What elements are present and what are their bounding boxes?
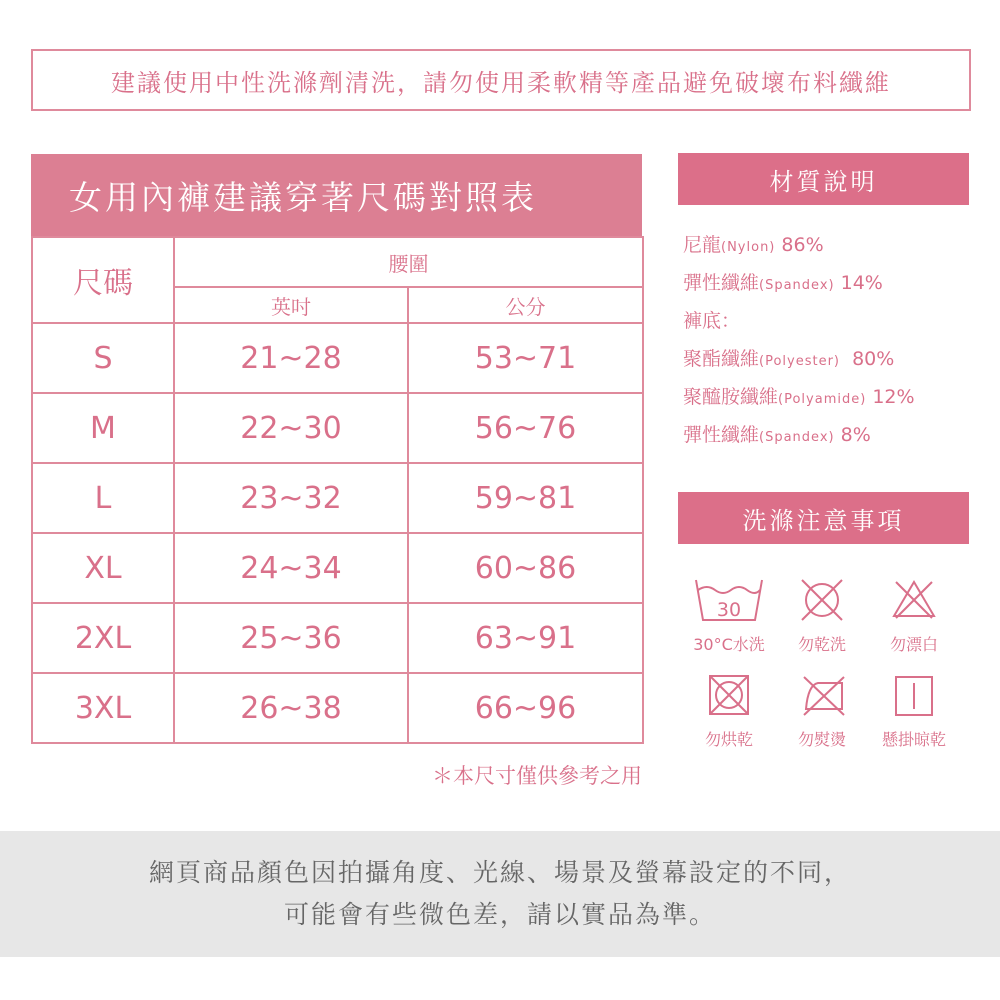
material-latin: (Spandex) <box>759 430 835 445</box>
size-cell: S <box>32 323 174 393</box>
size-cell: M <box>32 393 174 463</box>
material-name: 彈性纖維 <box>683 272 760 294</box>
table-row <box>32 463 643 533</box>
material-line <box>683 416 983 454</box>
material-pct: 86% <box>775 234 824 256</box>
material-line <box>683 264 983 302</box>
no-bleach-icon <box>890 578 938 620</box>
cm-cell: 60~86 <box>408 533 643 603</box>
material-pct: 12% <box>866 386 915 408</box>
inch-cell: 25~36 <box>174 603 408 673</box>
no-dryclean-label: 勿乾洗 <box>797 635 846 654</box>
material-name: 尼龍 <box>683 234 722 256</box>
size-footnote: ＊本尺寸僅供參考之用 <box>432 764 642 788</box>
size-cell: L <box>32 463 174 533</box>
material-title-text: 材質說明 <box>769 167 878 196</box>
inch-cell: 22~30 <box>174 393 408 463</box>
table-row <box>32 603 643 673</box>
cm-cell: 53~71 <box>408 323 643 393</box>
wash-label: 30°C水洗 <box>693 635 765 654</box>
inch-cell: 26~38 <box>174 673 408 743</box>
material-name: 聚酯纖維 <box>683 348 760 370</box>
material-latin: (Polyester) <box>759 354 841 369</box>
inch-cell: 23~32 <box>174 463 408 533</box>
material-name: 褲底： <box>683 310 741 332</box>
care-title-text: 洗滌注意事項 <box>742 506 905 535</box>
wash-temp-text: 30 <box>716 599 742 621</box>
no-tumble-label: 勿烘乾 <box>704 730 753 749</box>
top-notice <box>31 49 971 111</box>
material-latin: (Spandex) <box>759 278 835 293</box>
size-chart-title-text: 女用內褲建議穿著尺碼對照表 <box>69 177 537 217</box>
no-tumble-dry-icon <box>707 673 751 717</box>
cm-cell: 56~76 <box>408 393 643 463</box>
size-cell: 3XL <box>32 673 174 743</box>
table-row <box>32 673 643 743</box>
size-cell: XL <box>32 533 174 603</box>
bottom-notice-line1: 網頁商品顏色因拍攝角度、光線、場景及螢幕設定的不同， <box>148 858 851 887</box>
table-row <box>32 533 643 603</box>
hang-dry-icon <box>894 673 934 717</box>
material-pct: 8% <box>834 424 871 446</box>
wash-30-icon <box>693 576 765 624</box>
material-line <box>683 378 983 416</box>
top-notice-text: 建議使用中性洗滌劑清洗，請勿使用柔軟精等產品避免破壞布料纖維 <box>111 68 891 97</box>
size-chart-title <box>31 154 642 236</box>
care-title <box>678 492 969 544</box>
inch-cell: 24~34 <box>174 533 408 603</box>
material-line <box>683 340 983 378</box>
material-pct: 80% <box>840 348 895 370</box>
size-cell: 2XL <box>32 603 174 673</box>
material-list <box>683 226 983 454</box>
inch-cell: 21~28 <box>174 323 408 393</box>
cm-cell: 63~91 <box>408 603 643 673</box>
header-inch: 英吋 <box>174 287 408 323</box>
material-line <box>683 226 983 264</box>
material-line <box>683 302 983 340</box>
no-dryclean-icon <box>800 578 844 622</box>
no-iron-label: 勿熨燙 <box>797 730 846 749</box>
bottom-notice <box>0 831 1000 957</box>
material-latin: (Polyamide) <box>778 392 867 407</box>
material-name: 彈性纖維 <box>683 424 760 446</box>
header-waist: 腰圍 <box>174 237 643 287</box>
table-row <box>32 393 643 463</box>
material-name: 聚醯胺纖維 <box>683 386 779 408</box>
header-cm: 公分 <box>408 287 643 323</box>
cm-cell: 66~96 <box>408 673 643 743</box>
table-row <box>32 323 643 393</box>
no-iron-icon <box>800 673 848 717</box>
material-latin: (Nylon) <box>721 240 776 255</box>
hang-dry-label: 懸掛晾乾 <box>881 730 946 749</box>
cm-cell: 59~81 <box>408 463 643 533</box>
bottom-notice-line2: 可能會有些微色差，請以實品為準。 <box>283 900 716 929</box>
material-pct: 14% <box>834 272 883 294</box>
material-title <box>678 153 969 205</box>
no-bleach-label: 勿漂白 <box>889 635 938 654</box>
header-size: 尺碼 <box>32 237 174 323</box>
size-table <box>31 236 644 744</box>
